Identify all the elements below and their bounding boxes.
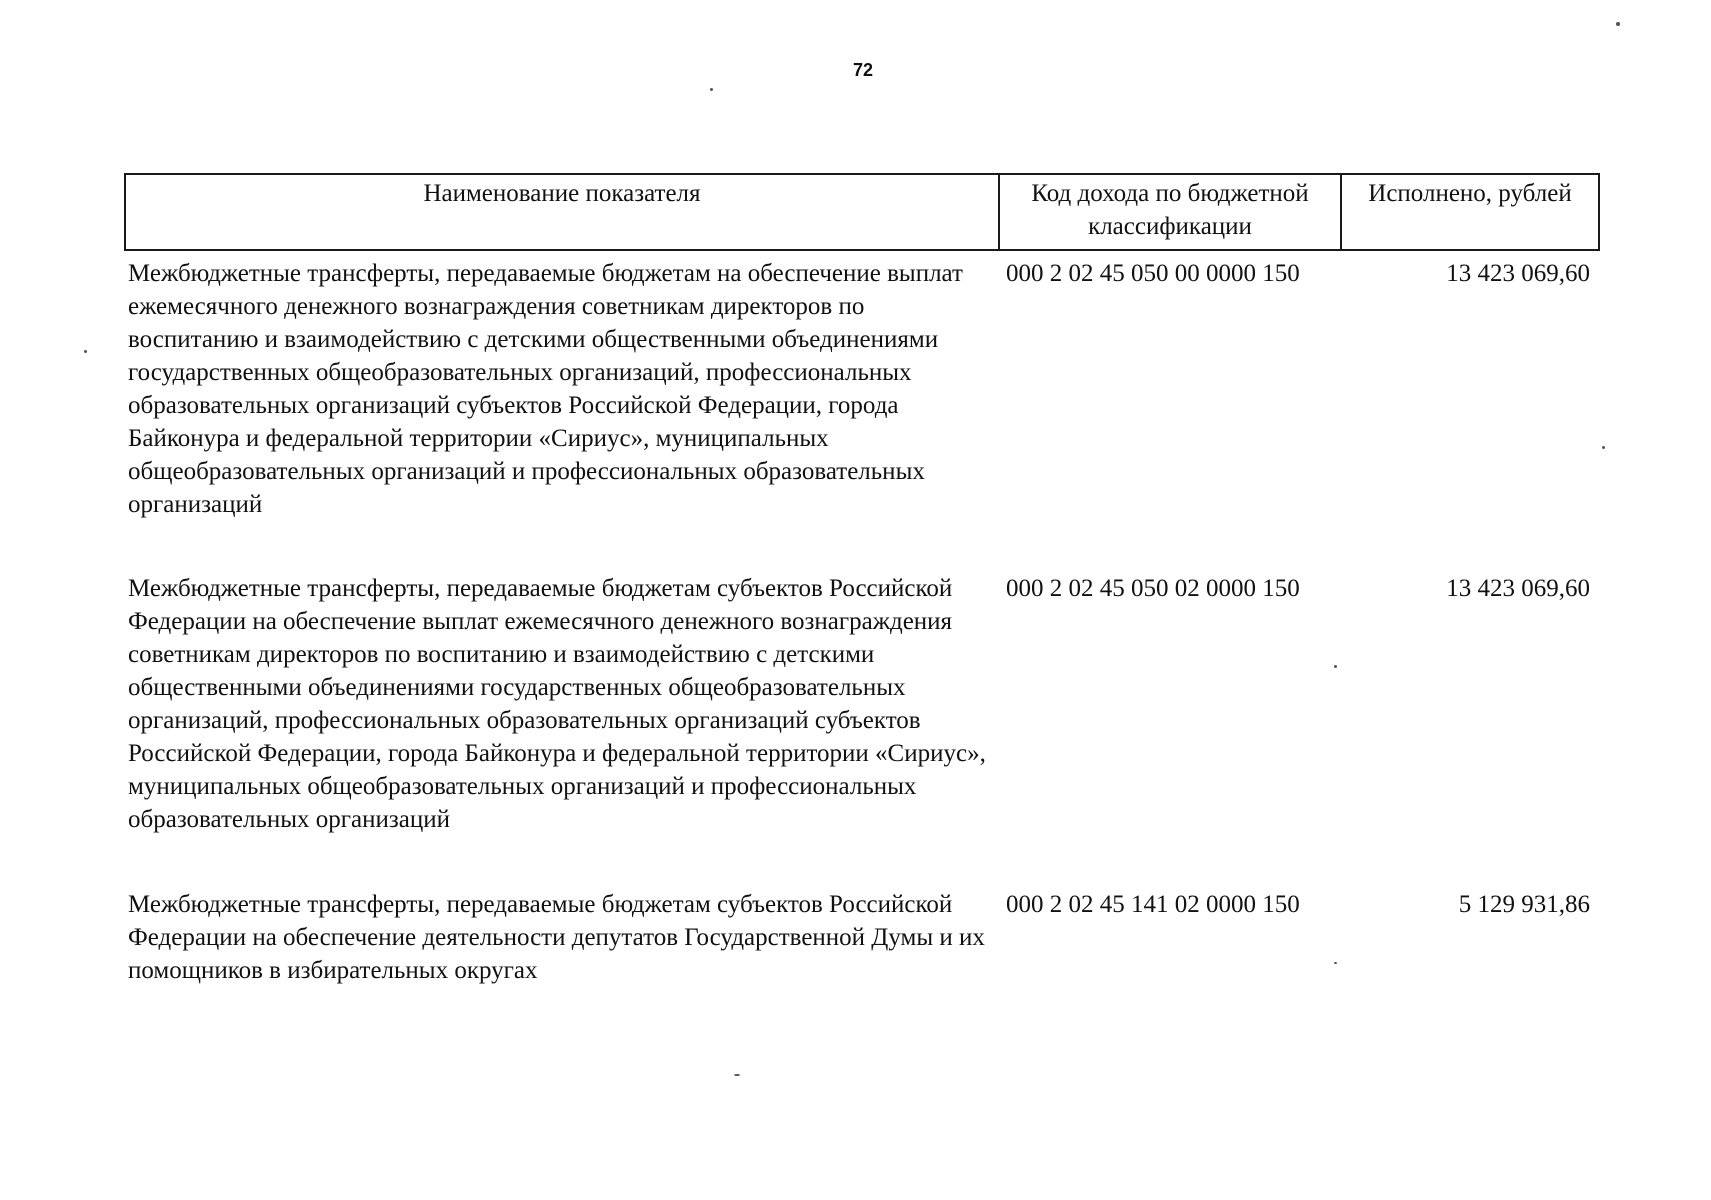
- scan-speck: [734, 1074, 740, 1076]
- table-row: [124, 888, 1600, 987]
- scan-speck: [1602, 446, 1605, 449]
- header-code: Код дохода по бюджетной классификации: [998, 175, 1340, 249]
- table-row: [124, 572, 1600, 836]
- row-code: 000 2 02 45 141 02 0000 150: [1006, 891, 1300, 918]
- row-amount: 13 423 069,60: [1446, 575, 1590, 602]
- scan-speck: [1616, 22, 1620, 26]
- revenue-table: [124, 173, 1600, 987]
- page-number: 72: [852, 60, 874, 80]
- row-amount: 5 129 931,86: [1458, 891, 1590, 918]
- row-name: Межбюджетные трансферты, передаваемые бюджетам на обеспечение выплат ежемесячного денежного вознаграждения советникам директоров по воспитанию и взаимодействию с детскими общественными объединениями государственных общеобразовательных организаций, профессиональных образовательных организаций субъектов Российской Федерации, города Байконура и федеральной территории «Сириус», муниципальных общеобразовательных организаций и профессиональных образовательных организаций: [128, 260, 963, 518]
- table-row: [124, 257, 1600, 521]
- scan-speck: [1334, 962, 1337, 964]
- header-name: Наименование показателя: [423, 180, 701, 207]
- row-name: Межбюджетные трансферты, передаваемые бюджетам субъектов Российской Федерации на обеспечение деятельности депутатов Государственной Думы и их помощников в избирательных округах: [128, 891, 985, 984]
- scan-speck: [710, 88, 713, 91]
- scan-speck: [84, 350, 87, 353]
- row-code: 000 2 02 45 050 00 0000 150: [1006, 260, 1300, 287]
- header-amount: Исполнено, рублей: [1340, 175, 1598, 249]
- scan-speck: [1334, 665, 1337, 668]
- table-header: [124, 173, 1600, 251]
- row-name: Межбюджетные трансферты, передаваемые бюджетам субъектов Российской Федерации на обеспечение выплат ежемесячного денежного вознаграждения советникам директоров по воспитанию и взаимодействию с детскими общественными объединениями государственных общеобразовательных организаций, профессиональных образовательных организаций субъектов Российской Федерации, города Байконура и федеральной территории «Сириус», муниципальных общеобразовательных организаций и профессиональных образовательных организаций: [128, 575, 986, 833]
- row-code: 000 2 02 45 050 02 0000 150: [1006, 575, 1300, 602]
- row-amount: 13 423 069,60: [1446, 260, 1590, 287]
